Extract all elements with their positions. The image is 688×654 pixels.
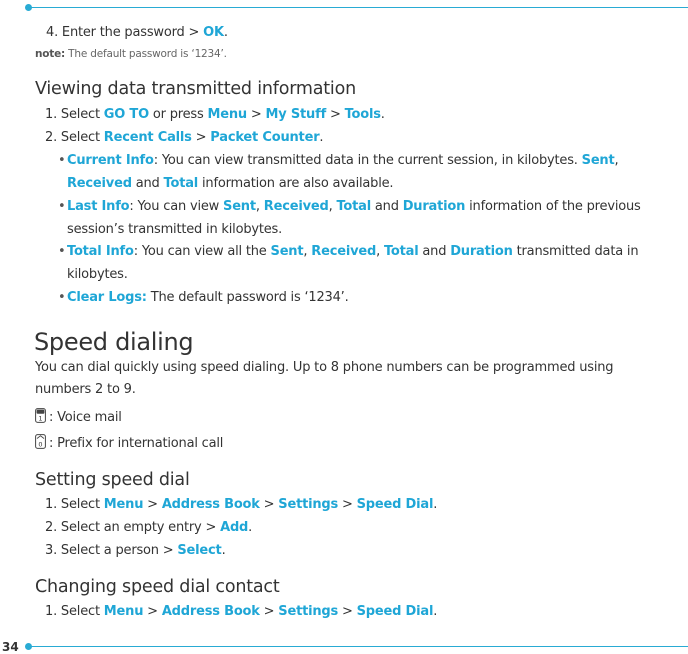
speed-dialing-title: Speed dialing — [34, 328, 194, 356]
changing-heading: Changing speed dial contact — [35, 577, 280, 597]
page-number: 34 — [2, 640, 19, 654]
viewing-heading: Viewing data transmitted information — [35, 79, 356, 99]
last-info-line-1: Last Info: You can view Sent, Received, Total and Duration information of the previous — [67, 199, 641, 214]
setting-step-2: 2. Select an empty entry > Add. — [45, 520, 253, 535]
speed-para-line-2: numbers 2 to 9. — [35, 382, 136, 397]
current-info-line-2: Received and Total information are also available. — [67, 176, 394, 191]
viewing-step-1: 1. Select GO TO or press Menu > My Stuff > Tools. — [45, 107, 385, 122]
total-info-line-1: Total Info: You can view all the Sent, Received, Total and Duration transmitted data in — [67, 244, 639, 259]
bottom-rule — [29, 646, 688, 647]
bullet: • — [58, 244, 66, 259]
voice-mail-label: : Voice mail — [49, 410, 122, 425]
viewing-step-2: 2. Select Recent Calls > Packet Counter. — [45, 130, 324, 145]
last-info-line-2: session’s transmitted in kilobytes. — [67, 222, 283, 237]
key-0-icon — [35, 434, 46, 449]
step-4-line: 4. Enter the password > OK. — [46, 25, 228, 40]
current-info-line-1: Current Info: You can view transmitted data in the current session, in kilobytes. Sent, — [67, 153, 619, 168]
bullet: • — [58, 153, 66, 168]
changing-step-1: 1. Select Menu > Address Book > Settings > Speed Dial. — [45, 604, 438, 619]
key-1-digit: 1 — [38, 414, 43, 423]
setting-heading: Setting speed dial — [35, 470, 190, 490]
note-line: note: The default password is ‘1234’. — [35, 48, 227, 60]
top-rule — [29, 7, 688, 8]
bullet: • — [58, 199, 66, 214]
total-info-line-2: kilobytes. — [67, 267, 128, 282]
key-1-icon — [35, 408, 46, 423]
key-0-digit: 0 — [38, 440, 43, 449]
setting-step-1: 1. Select Menu > Address Book > Settings > Speed Dial. — [45, 497, 438, 512]
prefix-label: : Prefix for international call — [49, 436, 224, 451]
setting-step-3: 3. Select a person > Select. — [45, 543, 226, 558]
clear-logs-line: Clear Logs: The default password is ‘1234’. — [67, 290, 349, 305]
speed-para-line-1: You can dial quickly using speed dialing. Up to 8 phone numbers can be programmed using — [35, 360, 614, 375]
bullet: • — [58, 290, 66, 305]
